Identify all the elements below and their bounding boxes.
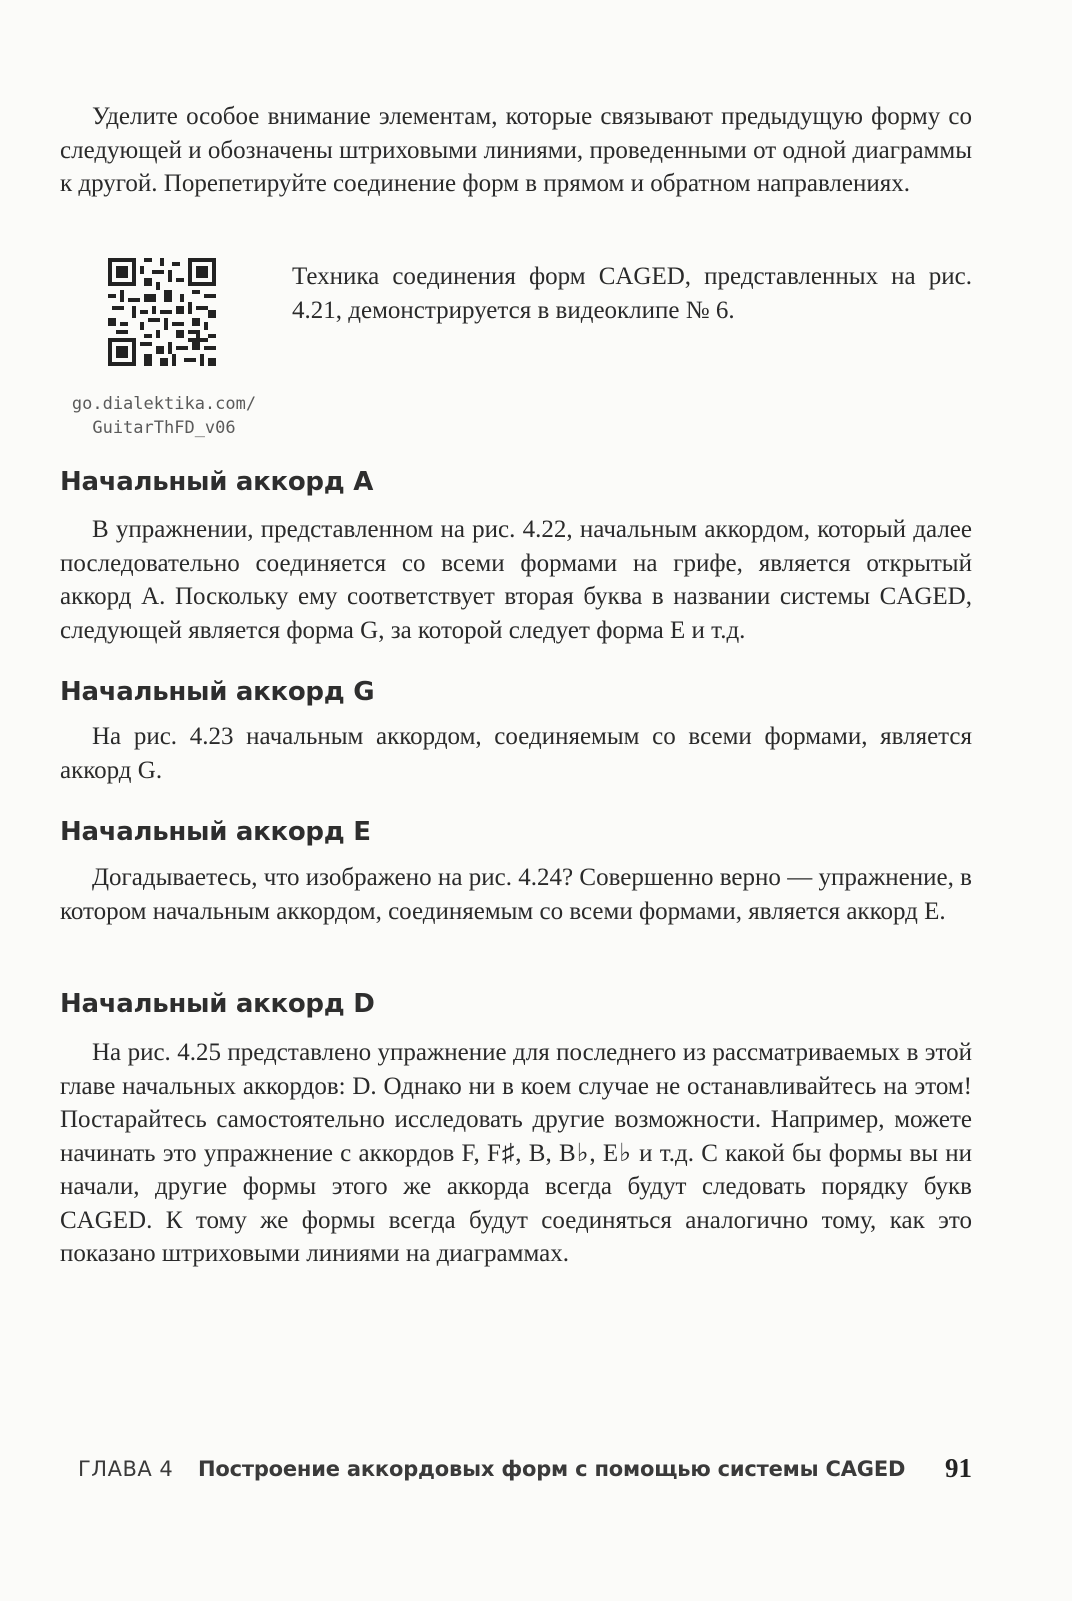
section-paragraph-g: На рис. 4.23 начальным аккордом, соединяемым со всеми формами, является аккорд G. [60, 723, 972, 784]
section-paragraph-a: В упражнении, представленном на рис. 4.22, начальным аккордом, который далее последовательно соединяется со всеми формами на грифе, является открытый аккорд А. Поскольку ему соответствует вторая буква в названии системы CAGED, следующей является форма G, за которой следует форма E и т.д. [60, 516, 972, 644]
qr-caption-line2: GuitarThFD_v06 [92, 418, 236, 438]
qr-code-graphic [108, 258, 216, 366]
page-number: 91 [945, 1453, 972, 1483]
qr-caption-line1: go.dialektika.com/ [71, 394, 257, 414]
footer-chapter-title: Построение аккордовых форм с помощью системы CAGED [198, 1457, 906, 1481]
section-heading-a: Начальный аккорд A [60, 467, 374, 497]
section-paragraph-e: Догадываетесь, что изображено на рис. 4.24? Совершенно верно — упражнение, в котором начальным аккордом, соединяемым со всеми формами, является аккорд E. [60, 864, 972, 925]
intro-paragraph: Уделите особое внимание элементам, которые связывают предыдущую форму со следующей и обозначены штриховыми линиями, проведенными от одной диаграммы к другой. Порепетируйте соединение форм в прямом и обратном направлениях. [60, 103, 972, 197]
qr-code-icon[interactable] [108, 258, 216, 366]
page-footer [78, 1453, 972, 1491]
section-paragraph-d: На рис. 4.25 представлено упражнение для последнего из рассматриваемых в этой главе начальных аккордов: D. Однако ни в коем случае не останавливайтесь на этом! Постарайтесь самостоятельно исследовать другие возможности. Например, можете начинать это упражнение с аккордов F, F♯, B, B♭, E♭ и т.д. С какой бы формы вы ни начали, другие формы этого же аккорда всегда будут следовать порядку букв CAGED. К тому же формы всегда будут соединяться аналогично тому, как это показано штриховыми линиями на диаграммах. [60, 1039, 972, 1267]
section-heading-g: Начальный аккорд G [60, 677, 375, 707]
section-heading-e: Начальный аккорд E [60, 817, 371, 847]
qr-caption[interactable] [58, 392, 270, 440]
footer-chapter: ГЛАВА 4 [78, 1457, 174, 1481]
qr-side-text: Техника соединения форм CAGED, представленных на рис. 4.21, демонстрируется в видеоклипе № 6. [292, 263, 972, 324]
section-heading-d: Начальный аккорд D [60, 989, 375, 1019]
